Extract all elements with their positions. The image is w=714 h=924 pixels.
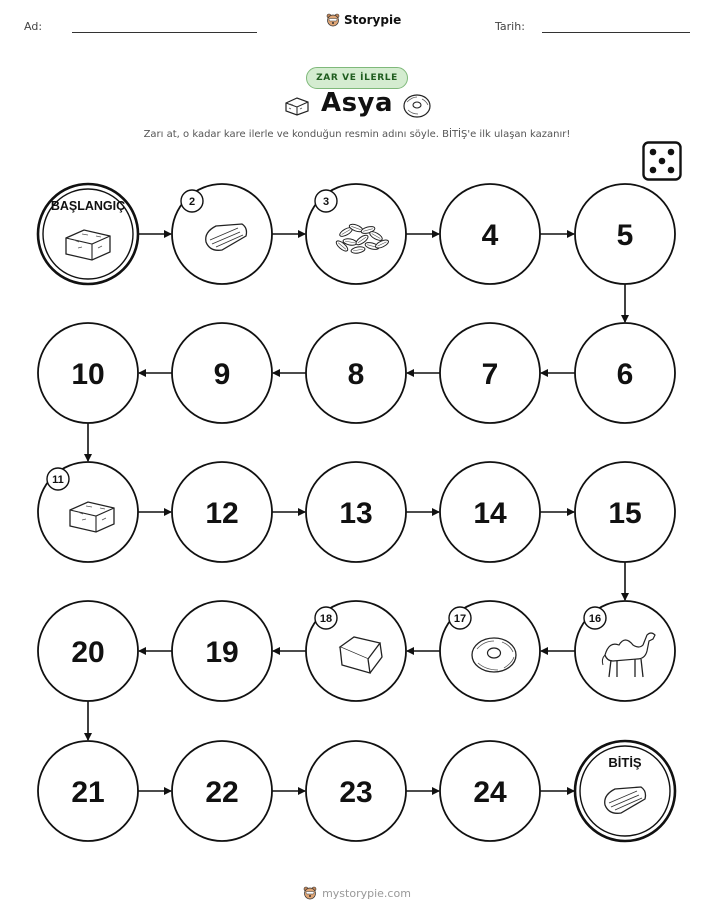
donut-icon [472, 638, 516, 672]
board-space [306, 184, 406, 284]
board-space [575, 323, 675, 423]
board-space [575, 601, 675, 701]
space-number: 4 [481, 219, 499, 252]
space-number-badge: 17 [453, 613, 467, 625]
tofu-icon [66, 230, 110, 260]
space-number: 22 [205, 776, 239, 809]
board-space [440, 462, 540, 562]
space-number-badge: 18 [319, 613, 333, 625]
space-number: 13 [339, 497, 373, 530]
brand-name: Storypie [344, 13, 402, 27]
space-number: 15 [608, 497, 642, 530]
space-number-badge: 3 [322, 196, 330, 208]
date-label: Tarih: [495, 20, 525, 33]
space-number-badge: 2 [188, 196, 196, 208]
space-number: 23 [339, 776, 373, 809]
instructions-text: Zarı at, o kadar kare ilerle ve konduğun resmin adını söyle. BİTİŞ'e ilk ulaşan kazanır! [143, 129, 571, 140]
footer-url[interactable]: mystorypie.com [322, 886, 411, 900]
page-title: Asya [320, 88, 394, 118]
board-space [172, 323, 272, 423]
board-space [440, 601, 540, 701]
space-number-badge: 11 [52, 474, 64, 486]
board-space [172, 741, 272, 841]
space-number: 5 [616, 219, 634, 252]
board-space [306, 462, 406, 562]
name-label: Ad: [24, 20, 43, 33]
board-space [575, 462, 675, 562]
space-number: 21 [71, 776, 105, 809]
space-number-badge: 16 [588, 613, 602, 625]
board-space [440, 184, 540, 284]
finish-label: BİTİŞ [608, 755, 642, 770]
board-space [306, 601, 406, 701]
space-number: 10 [71, 358, 105, 391]
board-space [306, 741, 406, 841]
board-space [575, 184, 675, 284]
start-space [38, 184, 138, 284]
space-number: 7 [481, 358, 499, 391]
footer [0, 886, 714, 900]
space-number: 6 [616, 358, 634, 391]
space-number: 14 [473, 497, 507, 530]
space-number: 20 [71, 636, 105, 669]
space-number: 24 [473, 776, 507, 809]
space-number: 19 [205, 636, 239, 669]
space-number: 9 [213, 358, 231, 391]
board-space [440, 741, 540, 841]
board-space [440, 323, 540, 423]
board-space [38, 323, 138, 423]
space-number: 8 [347, 358, 365, 391]
game-type-badge: ZAR VE İLERLE [306, 67, 408, 89]
board-space [38, 601, 138, 701]
board-space [172, 601, 272, 701]
bear-icon [303, 886, 317, 900]
finish-space [575, 741, 675, 841]
tofu-icon [70, 502, 114, 532]
board-space [306, 323, 406, 423]
space-number: 12 [205, 497, 239, 530]
board-space [172, 462, 272, 562]
board-space [38, 462, 138, 562]
board-space [172, 184, 272, 284]
start-label: BAŞLANGIÇ [50, 199, 126, 213]
board-space [38, 741, 138, 841]
